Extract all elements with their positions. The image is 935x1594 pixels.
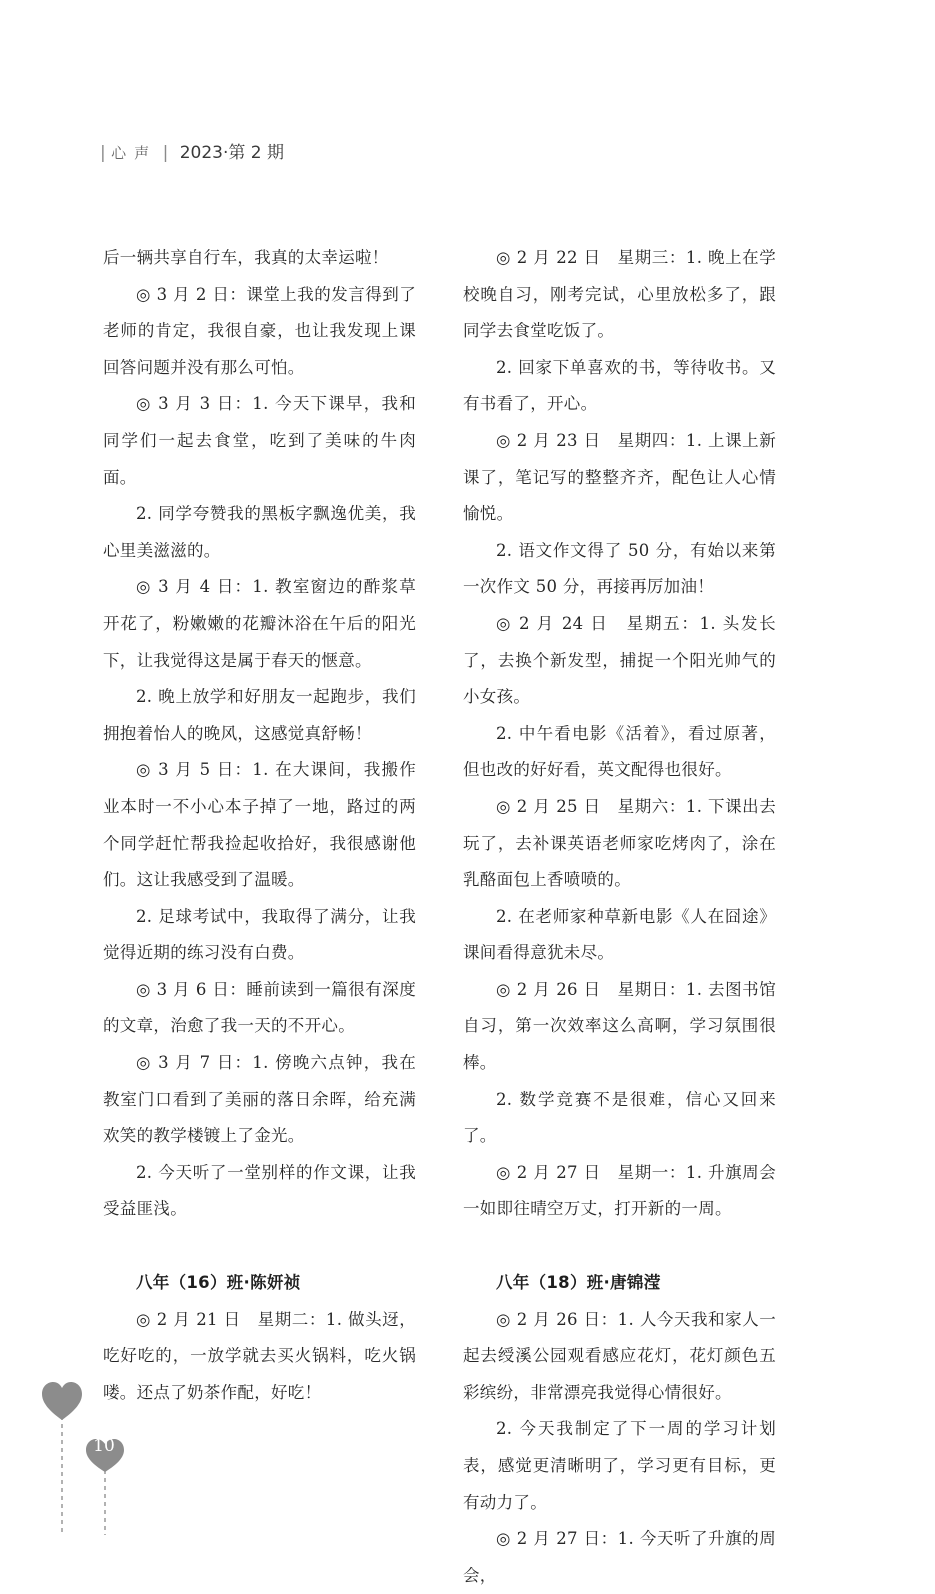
page-number: 10 [93,1436,115,1456]
paragraph: ◎ 3 月 2 日：课堂上我的发言得到了老师的肯定，我很自豪，也让我发现上课回答问题并没有那么可怕。 [103,284,416,377]
paragraph: 2. 同学夸赞我的黑板字飘逸优美，我心里美滋滋的。 [103,504,416,560]
paragraph: 后一辆共享自行车，我真的太幸运啦！ [103,248,389,267]
large-heart-icon [42,1382,82,1420]
paragraph: ◎ 2 月 26 日 星期日：1. 去图书馆自习，第一次效率这么高啊，学习氛围很棒。 [463,979,776,1073]
paragraph: ◎ 2 月 26 日：1. 人今天我和家人一起去绶溪公园观看感应花灯，花灯颜色五彩缤纷，非常漂亮我觉得心情很好。 [463,1309,776,1402]
issue-number: 2023·第 2 期 [179,143,284,163]
paragraph: ◎ 2 月 22 日 星期三：1. 晚上在学校晚自习，刚考完试，心里放松多了，跟同学去食堂吃饭了。 [463,248,776,341]
paragraph: 2. 语文作文得了 50 分，有始以来第一次作文 50 分，再接再厉加油！ [463,540,776,597]
left-column [103,240,416,1411]
header-divider: | [162,143,169,163]
paragraph: 2. 今天我制定了下一周的学习计划表，感觉更清晰明了，学习更有目标，更有动力了。 [463,1419,776,1512]
section-heading: 八年（16）班·陈妍祯 [136,1273,301,1293]
paragraph: ◎ 2 月 23 日 星期四：1. 上课上新课了，笔记写的整整齐齐，配色让人心情愉悦。 [463,430,776,524]
paragraph: 2. 晚上放学和好朋友一起跑步，我们拥抱着怡人的晚风，这感觉真舒畅！ [103,687,416,743]
running-header [100,138,284,163]
section-spacer [103,1228,416,1265]
header-divider: | [100,143,106,163]
paragraph: ◎ 2 月 27 日：1. 今天听了升旗的周会， [463,1529,776,1585]
paragraph: 2. 中午看电影《活着》，看过原著，但也改的好好看，英文配得也很好。 [463,723,776,780]
column-name: 心声 [111,144,158,162]
paragraph: ◎ 3 月 6 日：睡前读到一篇很有深度的文章，治愈了我一天的不开心。 [103,979,416,1036]
paragraph: 2. 回家下单喜欢的书，等待收书。又有书看了，开心。 [463,357,776,414]
paragraph: ◎ 2 月 25 日 星期六：1. 下课出去玩了，去补课英语老师家吃烤肉了，涂在乳酪面包上香喷喷的。 [463,796,776,890]
paragraph: ◎ 2 月 24 日 星期五：1. 头发长了，去换个新发型，捕捉一个阳光帅气的小女孩。 [463,613,776,707]
section-spacer [463,1228,776,1265]
paragraph: ◎ 3 月 4 日：1. 教室窗边的酢浆草开花了，粉嫩嫩的花瓣沐浴在午后的阳光下，让我觉得这是属于春天的惬意。 [103,577,416,670]
heart-decoration [40,1380,130,1535]
section-heading: 八年（18）班·唐锦滢 [496,1273,661,1293]
paragraph: 2. 数学竞赛不是很难，信心又回来了。 [463,1089,776,1146]
paragraph: ◎ 3 月 3 日：1. 今天下课早，我和同学们一起去食堂，吃到了美味的牛肉面。 [103,394,416,487]
paragraph: ◎ 2 月 27 日 星期一：1. 升旗周会一如即往晴空万丈，打开新的一周。 [463,1162,776,1219]
paragraph: ◎ 3 月 7 日：1. 傍晚六点钟，我在教室门口看到了美丽的落日余晖，给充满欢笑的教学楼镀上了金光。 [103,1053,416,1146]
paragraph: ◎ 3 月 5 日：1. 在大课间，我搬作业本时一不小心本子掉了一地，路过的两个同学赶忙帮我捡起收拾好，我很感谢他们。这让我感受到了温暖。 [103,760,416,890]
paragraph: 2. 在老师家种草新电影《人在囧途》课间看得意犹未尽。 [463,906,776,963]
paragraph: 2. 足球考试中，我取得了满分，让我觉得近期的练习没有白费。 [103,906,416,963]
paragraph: ◎ 2 月 21 日 星期二：1. 做头迓，吃好吃的，一放学就去买火锅料，吃火锅喽。还点了奶茶作配，好吃！ [103,1309,416,1402]
paragraph: 2. 今天听了一堂别样的作文课，让我受益匪浅。 [103,1162,416,1219]
right-column [463,240,776,1594]
